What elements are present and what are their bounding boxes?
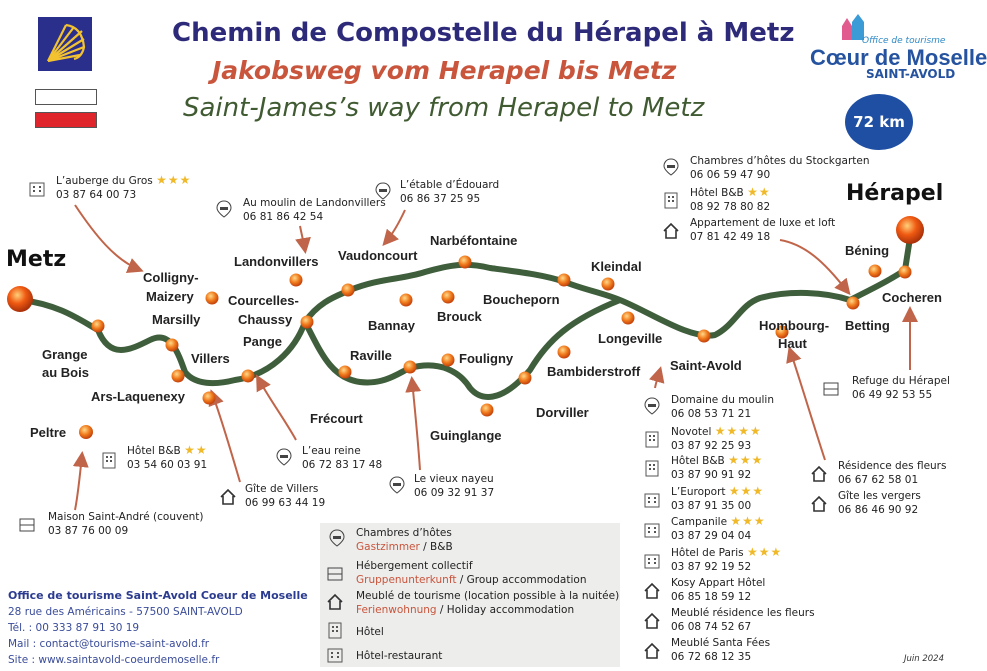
title-english: Saint-James’s way from Herapel to Metz xyxy=(183,93,705,123)
label-cocheren: Cocheren xyxy=(882,290,942,305)
arrow-vaudoncourt xyxy=(385,210,405,243)
lodging-name: Hôtel B&B xyxy=(671,455,725,467)
legend-chambres: Chambres d’hôtes xyxy=(356,527,452,539)
lodging-phone: 06 72 68 12 35 xyxy=(671,651,752,663)
house-icon xyxy=(643,582,661,600)
office-email[interactable]: Mail : contact@tourisme-saint-avold.fr xyxy=(8,638,210,650)
star-rating: ★★★ xyxy=(746,545,783,559)
lodging-name: Au moulin de Landonvillers xyxy=(243,197,386,209)
lodging-name: Chambres d’hôtes du Stockgarten xyxy=(690,155,870,167)
label-fouligny: Fouligny xyxy=(459,351,514,366)
label-villers: Villers xyxy=(191,351,230,366)
lodging-vieux-nayeu xyxy=(388,472,494,500)
bunk-bed-icon xyxy=(326,565,344,583)
lodging-name: Meublé résidence les fleurs xyxy=(671,607,815,619)
lodging-name: L’étable d’Édouard xyxy=(400,179,500,191)
label-maizery: Maizery xyxy=(146,289,194,304)
label-kleindal: Kleindal xyxy=(591,259,642,274)
label-betting: Betting xyxy=(845,318,890,333)
arrow-herapel xyxy=(780,240,848,292)
legend-german: Gruppenunterkunft xyxy=(356,574,457,586)
arrow-saintavold xyxy=(655,370,660,388)
hotel-restaurant-icon xyxy=(643,551,661,569)
lodging-phone: 06 99 63 44 19 xyxy=(245,497,326,509)
label-colligny: Colligny- xyxy=(143,270,199,285)
label-bannay: Bannay xyxy=(368,318,415,333)
legend-hebergement: Hébergement collectif xyxy=(356,560,473,572)
lodging-phone: 06 08 53 71 21 xyxy=(671,408,752,420)
star-rating: ★★★ xyxy=(728,453,764,467)
lodging-stockgarten xyxy=(662,154,870,182)
legend-english: Holiday accommodation xyxy=(446,604,575,616)
lodging-phone: 03 87 90 91 92 xyxy=(671,469,752,481)
label-landonvillers: Landonvillers xyxy=(234,254,319,269)
lodging-phone: 03 87 92 19 52 xyxy=(671,561,752,573)
legend-english: Group accommodation xyxy=(466,574,587,586)
lodging-name: Le vieux nayeu xyxy=(414,473,494,485)
lodging-hotel-bb-left xyxy=(100,443,208,472)
label-chaussy: Chaussy xyxy=(238,312,293,327)
hotel-restaurant-icon xyxy=(643,520,661,538)
arrow-gite xyxy=(212,393,240,482)
lodging-saint-andre xyxy=(18,510,204,538)
bed-pin-icon xyxy=(388,476,406,494)
lodging-phone: 06 08 74 52 67 xyxy=(671,621,752,633)
lodging-name: Appartement de luxe et loft xyxy=(690,217,836,229)
lodging-phone: 07 81 42 49 18 xyxy=(690,231,771,243)
label-ars-laquenexy: Ars-Laquenexy xyxy=(91,389,185,404)
hotel-icon xyxy=(643,430,661,448)
hotel-icon xyxy=(100,451,118,469)
label-peltre: Peltre xyxy=(30,425,67,440)
arrow-landonvillers xyxy=(300,226,305,250)
label-raville: Raville xyxy=(350,348,392,363)
star-rating: ★★ xyxy=(747,185,771,199)
house-icon xyxy=(810,465,828,483)
house-icon xyxy=(643,612,661,630)
lodging-name: Hôtel B&B xyxy=(127,445,181,457)
label-dorviller: Dorviller xyxy=(536,405,589,420)
lodging-phone: 06 81 86 42 54 xyxy=(243,211,324,223)
hotel-icon xyxy=(326,621,344,639)
lodging-hotel-de-paris xyxy=(643,545,782,574)
lodging-phone: 03 87 91 35 00 xyxy=(671,500,752,512)
lodging-phone: 06 72 83 17 48 xyxy=(302,459,383,471)
marker-metz xyxy=(7,286,33,312)
lodging-name: Novotel xyxy=(671,426,712,438)
tourist-office-info xyxy=(8,588,308,668)
label-marsilly: Marsilly xyxy=(152,312,201,327)
lodging-name: Refuge du Hérapel xyxy=(852,375,950,387)
office-website[interactable]: Site : www.saintavold-coeurdemoselle.fr xyxy=(8,654,220,666)
label-pange: Pange xyxy=(243,334,283,349)
hotel-icon xyxy=(662,191,680,209)
lodging-europort xyxy=(643,484,764,513)
lodging-campanile xyxy=(643,514,766,543)
lodging-phone: 03 54 60 03 91 xyxy=(127,459,208,471)
lodging-santa-fees xyxy=(643,636,770,664)
lodging-name: Résidence des fleurs xyxy=(838,460,947,472)
label-bening: Béning xyxy=(845,243,890,258)
lodging-eau-reine xyxy=(275,444,382,472)
hotel-restaurant-icon xyxy=(643,490,661,508)
lodging-name: L’auberge du Gros xyxy=(56,175,153,187)
bed-pin-icon xyxy=(215,200,233,218)
house-icon xyxy=(643,642,661,660)
label-boucheporn: Boucheporn xyxy=(483,292,560,307)
legend-meuble: Meublé de tourisme (location possible à la nuitée) xyxy=(356,590,620,602)
legend-box xyxy=(320,523,620,667)
legend-english: B&B xyxy=(430,541,453,553)
legend-meuble-translation: Ferienwohnung / Holiday accommodation xyxy=(356,604,575,616)
house-icon xyxy=(326,593,344,611)
label-brouck: Brouck xyxy=(437,309,482,324)
legend-hotel: Hôtel xyxy=(356,626,384,638)
label-vaudoncourt: Vaudoncourt xyxy=(338,248,418,263)
label-herapel: Hérapel xyxy=(846,181,944,206)
office-name: Office de tourisme Saint-Avold Coeur de Moselle xyxy=(8,589,308,602)
marker-peltre xyxy=(79,425,93,439)
star-rating: ★★★ xyxy=(728,484,765,498)
lodging-phone: 06 09 32 91 37 xyxy=(414,487,495,499)
lodging-phone: 03 87 92 25 93 xyxy=(671,440,752,452)
lodging-refuge xyxy=(822,374,950,402)
arrow-auberge xyxy=(75,205,140,270)
label-saint-avold: Saint-Avold xyxy=(670,358,742,373)
lodging-residence-fleurs xyxy=(810,459,946,487)
arrow-maison xyxy=(75,455,82,510)
bunk-bed-icon xyxy=(822,380,840,398)
star-rating: ★★ xyxy=(184,443,208,457)
lodging-gite-villers xyxy=(219,482,325,510)
label-frecourt: Frécourt xyxy=(310,411,363,426)
lodging-phone: 06 85 18 59 12 xyxy=(671,591,752,603)
label-guinglange: Guinglange xyxy=(430,428,502,443)
lodging-phone: 03 87 64 00 73 xyxy=(56,189,137,201)
lodging-domaine-moulin xyxy=(643,393,774,421)
lodging-name: Hôtel de Paris xyxy=(671,547,744,559)
lodging-phone: 03 87 29 04 04 xyxy=(671,530,752,542)
lodging-etable xyxy=(374,178,499,206)
star-rating: ★★★ xyxy=(156,173,192,187)
legend-german: Ferienwohnung xyxy=(356,604,437,616)
lodging-kosy xyxy=(643,576,765,604)
lodging-phone: 08 92 78 80 82 xyxy=(690,201,771,213)
distance-badge: 72 km xyxy=(845,94,913,150)
lodging-name: L’eau reine xyxy=(302,445,361,457)
legend-hebergement-translation: Gruppenunterkunft / Group accommodation xyxy=(356,574,587,586)
house-icon xyxy=(662,222,680,240)
lodging-novotel xyxy=(643,424,762,453)
lodging-meuble-fleurs xyxy=(643,606,815,634)
bed-pin-icon xyxy=(643,397,661,415)
label-metz: Metz xyxy=(6,247,67,272)
house-icon xyxy=(219,488,237,506)
bed-pin-icon xyxy=(374,182,392,200)
lodging-auberge xyxy=(28,173,191,202)
legend-chambres-translation: Gastzimmer / B&B xyxy=(356,541,453,553)
bed-pin-icon xyxy=(275,448,293,466)
lodging-name: Gîte les vergers xyxy=(838,490,921,502)
bed-pin-icon xyxy=(328,529,346,547)
lodging-name: Campanile xyxy=(671,516,728,528)
lodging-name: Maison Saint-André (couvent) xyxy=(48,511,204,523)
label-grange: Grange xyxy=(42,347,88,362)
lodging-hotel-bb-saint-avold xyxy=(643,453,763,482)
office-phone: Tél. : 00 333 87 91 30 19 xyxy=(8,622,140,634)
bed-pin-icon xyxy=(662,158,680,176)
legend-hotel-restaurant: Hôtel-restaurant xyxy=(356,650,443,662)
title-german: Jakobsweg vom Herapel bis Metz xyxy=(212,56,677,85)
hotel-icon xyxy=(643,459,661,477)
lodging-phone: 06 86 37 25 95 xyxy=(400,193,481,205)
star-rating: ★★★★ xyxy=(714,424,762,438)
lodging-name: Hôtel B&B xyxy=(690,187,744,199)
logo-name: Cœur de Moselle xyxy=(810,45,987,70)
label-hombourg: Hombourg- xyxy=(759,318,830,333)
lodging-gite-vergers xyxy=(810,489,921,517)
arrow-eaureine xyxy=(258,378,296,440)
label-bambiderstroff: Bambiderstroff xyxy=(547,364,641,379)
logo-tagline: Office de tourisme xyxy=(862,36,946,46)
arrow-vieuxnayeu xyxy=(412,380,420,470)
hotel-restaurant-icon xyxy=(326,645,344,663)
label-hombourg-haut: Haut xyxy=(778,336,807,351)
lodging-phone: 06 49 92 53 55 xyxy=(852,389,933,401)
lodging-name: L’Europort xyxy=(671,486,726,498)
legend-german: Gastzimmer xyxy=(356,541,420,553)
lodging-appartement xyxy=(662,216,835,244)
lodging-phone: 06 06 59 47 90 xyxy=(690,169,771,181)
label-narbefontaine: Narbéfontaine xyxy=(430,233,518,248)
lodging-name: Kosy Appart Hôtel xyxy=(671,577,766,589)
lodging-phone: 03 87 76 00 09 xyxy=(48,525,129,537)
hotel-restaurant-icon xyxy=(28,179,46,197)
arrow-hombourg xyxy=(790,350,825,460)
star-rating: ★★★ xyxy=(730,514,766,528)
logo-town: SAINT-AVOLD xyxy=(866,67,956,81)
title-french: Chemin de Compostelle du Hérapel à Metz xyxy=(172,18,795,48)
lodging-name: Meublé Santa Fées xyxy=(671,637,771,649)
lodging-moulin-landonvillers xyxy=(215,196,386,224)
lodging-phone: 06 86 46 90 92 xyxy=(838,504,919,516)
lodging-phone: 06 67 62 58 01 xyxy=(838,474,919,486)
lodging-name: Domaine du moulin xyxy=(671,394,774,406)
house-icon xyxy=(810,495,828,513)
label-courcelles: Courcelles- xyxy=(228,293,299,308)
marker-herapel xyxy=(896,216,924,244)
publication-date: Juin 2024 xyxy=(904,654,944,664)
bunk-bed-icon xyxy=(18,516,36,534)
label-longeville: Longeville xyxy=(598,331,663,346)
lodging-hotel-bb-top xyxy=(662,185,771,214)
label-au-bois: au Bois xyxy=(42,365,89,380)
lodging-name: Gîte de Villers xyxy=(245,483,319,495)
office-address: 28 rue des Américains - 57500 SAINT-AVOLD xyxy=(8,606,243,618)
